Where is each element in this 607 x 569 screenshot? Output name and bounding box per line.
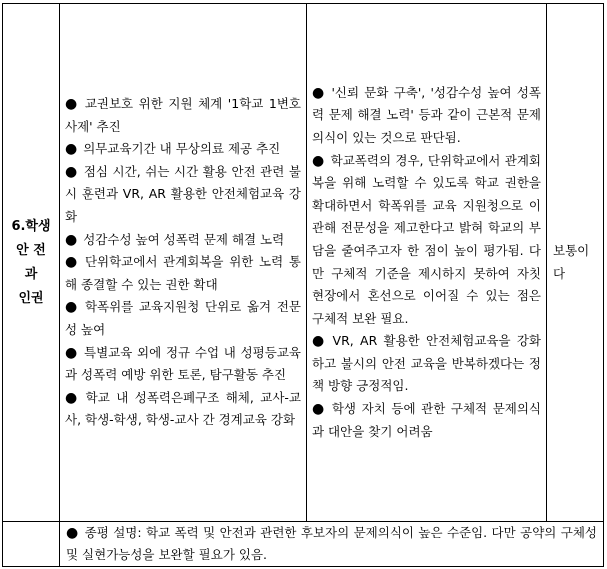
pledge-text: 교권보호 위한 지원 체계 '1학교 1변호사제' 추진 [65,96,302,134]
pledge-list-cell [60,4,307,522]
bullet-icon: ● [312,84,326,101]
summary-empty-cell [3,522,60,567]
pledge-text: 특별교육 외에 정규 수업 내 성평등교육과 성폭력 예방 위한 토론, 탐구활동 추진 [65,344,301,383]
rating-cell [547,4,604,522]
pledge-text: 단위학교에서 관계회복을 위한 노력 통해 종결할 수 있는 권한 확대 [65,254,301,292]
list-item [65,93,301,138]
list-item [312,82,541,150]
list-item [65,229,301,252]
bullet-icon: ● [65,163,78,180]
list-item [312,398,541,443]
category-cell [3,4,60,522]
bullet-icon: ● [65,254,79,271]
list-item [65,342,301,387]
assessment-cell [307,4,547,522]
pledge-text: 의무교육기간 내 무상의료 제공 추진 [83,141,281,157]
list-item [65,296,301,341]
pledge-text: 학폭위를 교육지원청 단위로 옮겨 전문성 높여 [65,299,301,337]
summary-text: 종평 설명: 학교 폭력 및 안전과 관련한 후보자의 문제의식이 높은 수준임. 다만 공약의 구체성 및 실현가능성을 보완할 필요가 있음. [66,525,597,562]
assessment-text: 학생 자치 등에 관한 구체적 문제의식과 대안을 찾기 어려움 [312,401,542,439]
pledge-text: 학교 내 성폭력은폐구조 해체, 교사-교사, 학생-학생, 학생-교사 간 경계교육 강화 [65,389,301,428]
list-item [65,387,301,432]
category-line: 안 전 [16,242,46,258]
pledge-text: 성감수성 높여 성폭력 문제 해결 노력 [83,231,285,247]
bullet-icon: ● [65,389,80,406]
summary-cell [60,522,604,567]
pledge-text: 점심 시간, 쉬는 시간 활용 안전 관련 불시 훈련과 VR, AR 활용한 안전체험교육 강화 [65,163,301,225]
summary-row [3,522,604,567]
evaluation-table [2,3,604,567]
bullet-icon: ● [65,231,78,248]
category-line: 인권 [18,290,44,306]
assessment-text: '신뢰 문화 구축', '성감수성 높여 성폭력 문제 해결 노력' 등과 같이 근본적 문제의식이 있는 것으로 판단됨. [312,84,541,145]
bullet-icon: ● [312,401,326,418]
list-item [65,161,301,229]
assessment-text: VR, AR 활용한 안전체험교육을 강화하고 불시의 안전 교육을 반복하겠다는 정책 방향 긍정적임. [312,333,541,394]
list-item [312,330,541,398]
rating-text: 보통이다 [553,242,590,281]
category-line: 과 [24,266,38,282]
category-line: 6.학생 [11,218,51,234]
bullet-icon: ● [65,299,79,316]
evaluation-row [3,4,604,522]
list-item [65,138,301,161]
bullet-icon: ● [312,152,325,169]
assessment-text: 학교폭력의 경우, 단위학교에서 관계회복을 위해 노력할 수 있도록 학교 권한을 확대하면서 학폭위를 교육 지원청으로 이관해 전문성을 제고한다고 밝혀 학교의 부담을 줄여주고자 한 점이 높이 평가됨. 다만 구체적 기준을 제시하지 못하여 자칫 현장에서 혼선으로 이어질 수 있는 점은 구체적 보완 필요. [312,152,541,326]
bullet-icon: ● [65,96,79,113]
bullet-icon: ● [65,344,78,361]
list-item [65,251,301,296]
bullet-icon: ● [65,141,78,158]
bullet-icon: ● [312,333,327,350]
list-item [312,150,541,331]
bullet-icon: ● [66,525,79,541]
